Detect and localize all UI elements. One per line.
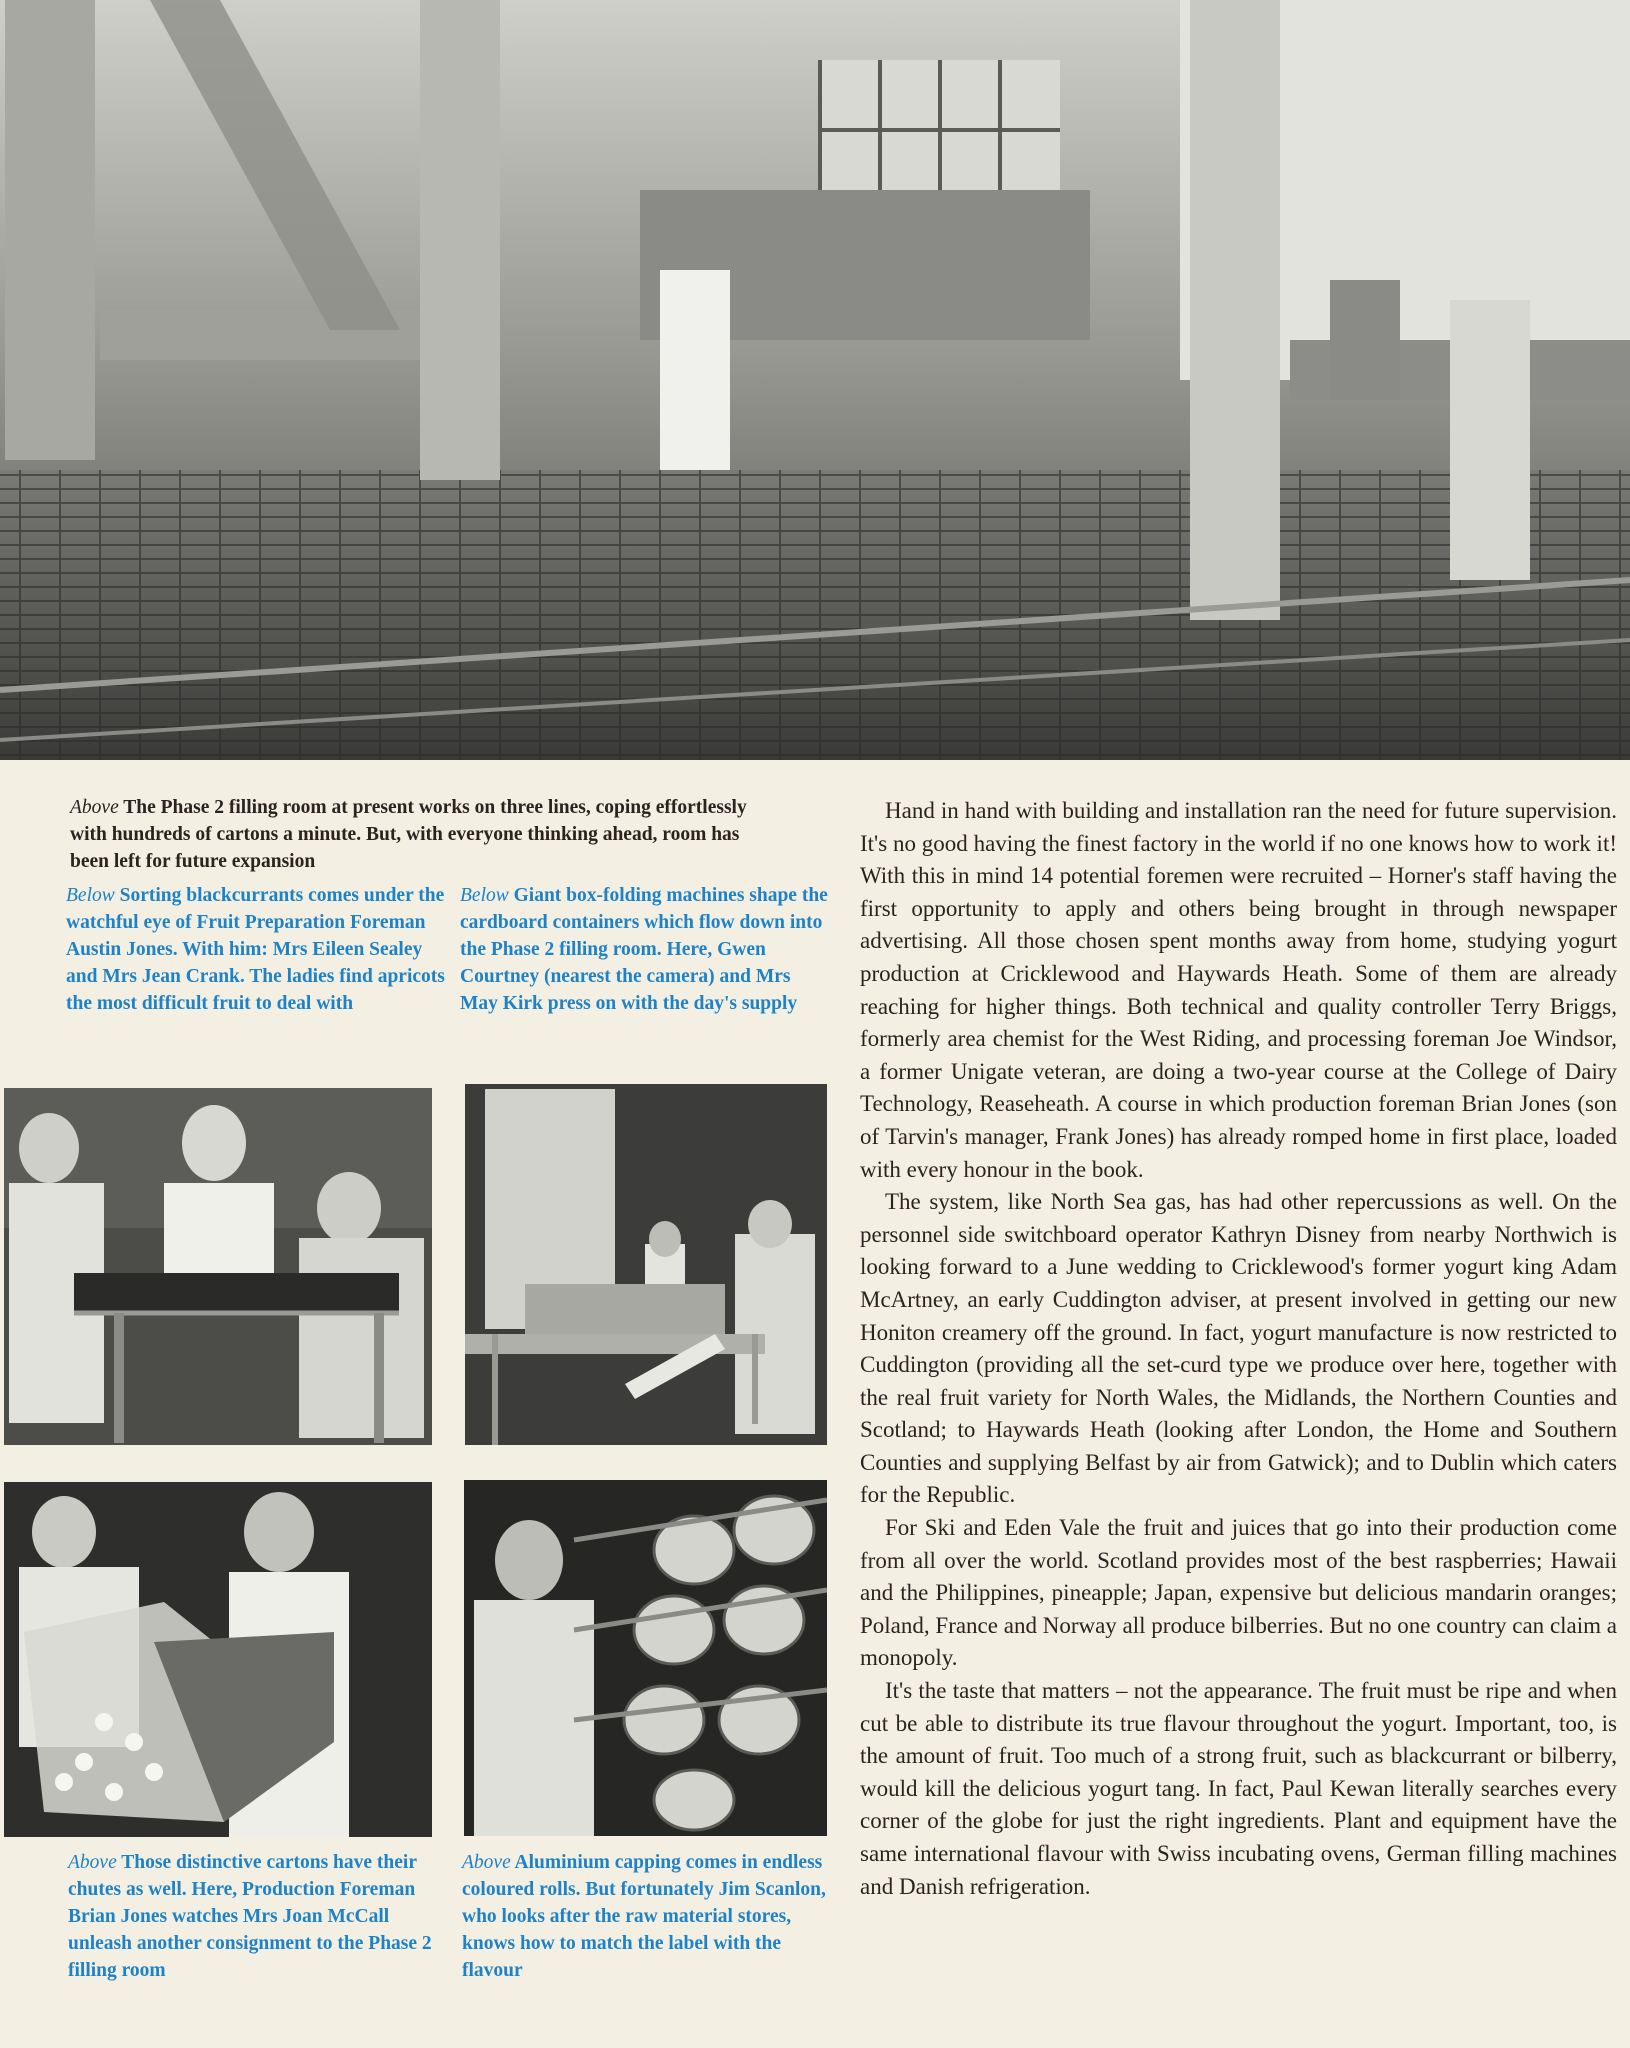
cartons-photo xyxy=(4,1482,432,1837)
box-folding-photo-art xyxy=(465,1084,827,1445)
caption-text: The Phase 2 filling room at present works on three lines, coping effortlessly with hundreds of cartons a minute. But, with everyone thinking ahead, room has been left for future expansion xyxy=(70,797,747,872)
caption-text: Sorting blackcurrants comes under the watchful eye of Fruit Preparation Foreman Austin Jones. With him: Mrs Eileen Sealey and Mrs Jean Crank. The ladies find apricots the most difficult fruit to deal with xyxy=(66,885,445,1014)
article-body xyxy=(860,795,1617,1903)
box-folding-caption xyxy=(460,882,830,1017)
caption-lead: Above xyxy=(462,1852,511,1873)
capping-photo xyxy=(464,1480,827,1836)
caption-lead: Above xyxy=(68,1852,117,1873)
caption-lead: Below xyxy=(460,885,509,906)
box-folding-photo xyxy=(465,1084,827,1445)
caption-lead: Above xyxy=(70,797,119,818)
hero-caption xyxy=(70,794,770,875)
hero-photo xyxy=(0,0,1630,760)
article-paragraph: It's the taste that matters – not the appearance. The fruit must be ripe and when cut be able to distribute its true flavour throughout the yogurt. Important, too, is the amount of fruit. Too much of a strong fruit, such as blackcurrant or bilberry, would kill the delicious yogurt tang. In fact, Paul Kewan literally searches every corner of the globe for just the right ingredients. Plant and equipment have the same international flavour with Swiss incubating ovens, German filling machines and Danish refrigeration. xyxy=(860,1678,1617,1899)
caption-lead: Below xyxy=(66,885,115,906)
cartons-caption xyxy=(68,1849,448,1984)
cartons-photo-art xyxy=(4,1482,432,1837)
capping-photo-art xyxy=(464,1480,827,1836)
capping-caption xyxy=(462,1849,832,1984)
article-paragraph: Hand in hand with building and installation ran the need for future supervision. It's no good having the finest factory in the world if no one knows how to work it! With this in mind 14 potential foremen were recruited – Horner's staff having the first opportunity to apply and others being brought in through newspaper advertising. All those chosen spent months away from home, studying yogurt production at Cricklewood and Haywards Heath. Some of them are already reaching for higher things. Both technical and quality controller Terry Briggs, formerly area chemist for the West Riding, and processing foreman Joe Windsor, a former Unigate veteran, are doing a two-year course at the College of Dairy Technology, Reaseheath. A course in which production foreman Brian Jones (son of Tarvin's manager, Frank Jones) has already romped home in first place, loaded with every honour in the book. xyxy=(860,798,1617,1182)
hero-photo-art xyxy=(0,0,1630,760)
sorting-photo xyxy=(4,1088,432,1445)
sorting-caption xyxy=(66,882,446,1017)
article-paragraph: The system, like North Sea gas, has had other repercussions as well. On the personnel side switchboard operator Kathryn Disney from nearby Northwich is looking forward to a June wedding to Cricklewood's former yogurt king Adam McArtney, an early Cuddington adviser, at present involved in getting our new Honiton creamery off the ground. In fact, yogurt manufacture is now restricted to Cuddington (providing all the set-curd type we produce over here, together with the real fruit variety for North Wales, the Midlands, the Northern Counties and Scotland; to Haywards Heath (looking after London, the Home and Southern Counties and supplying Belfast by air from Gatwick); and to Dublin which caters for the Republic. xyxy=(860,1189,1617,1508)
sorting-photo-art xyxy=(4,1088,432,1445)
caption-text: Those distinctive cartons have their chutes as well. Here, Production Foreman Brian Jones watches Mrs Joan McCall unleash another consignment to the Phase 2 filling room xyxy=(68,1852,432,1981)
caption-text: Giant box-folding machines shape the cardboard containers which flow down into the Phase 2 filling room. Here, Gwen Courtney (nearest the camera) and Mrs May Kirk press on with the day's supply xyxy=(460,885,828,1014)
caption-text: Aluminium capping comes in endless coloured rolls. But fortunately Jim Scanlon, who looks after the raw material stores, knows how to match the label with the flavour xyxy=(462,1852,826,1981)
article-paragraph: For Ski and Eden Vale the fruit and juices that go into their production come from all over the world. Scotland provides most of the best raspberries; Hawaii and the Philippines, pineapple; Japan, expensive but delicious mandarin oranges; Poland, France and Norway all produce bilberries. But no one country can claim a monopoly. xyxy=(860,1515,1617,1671)
